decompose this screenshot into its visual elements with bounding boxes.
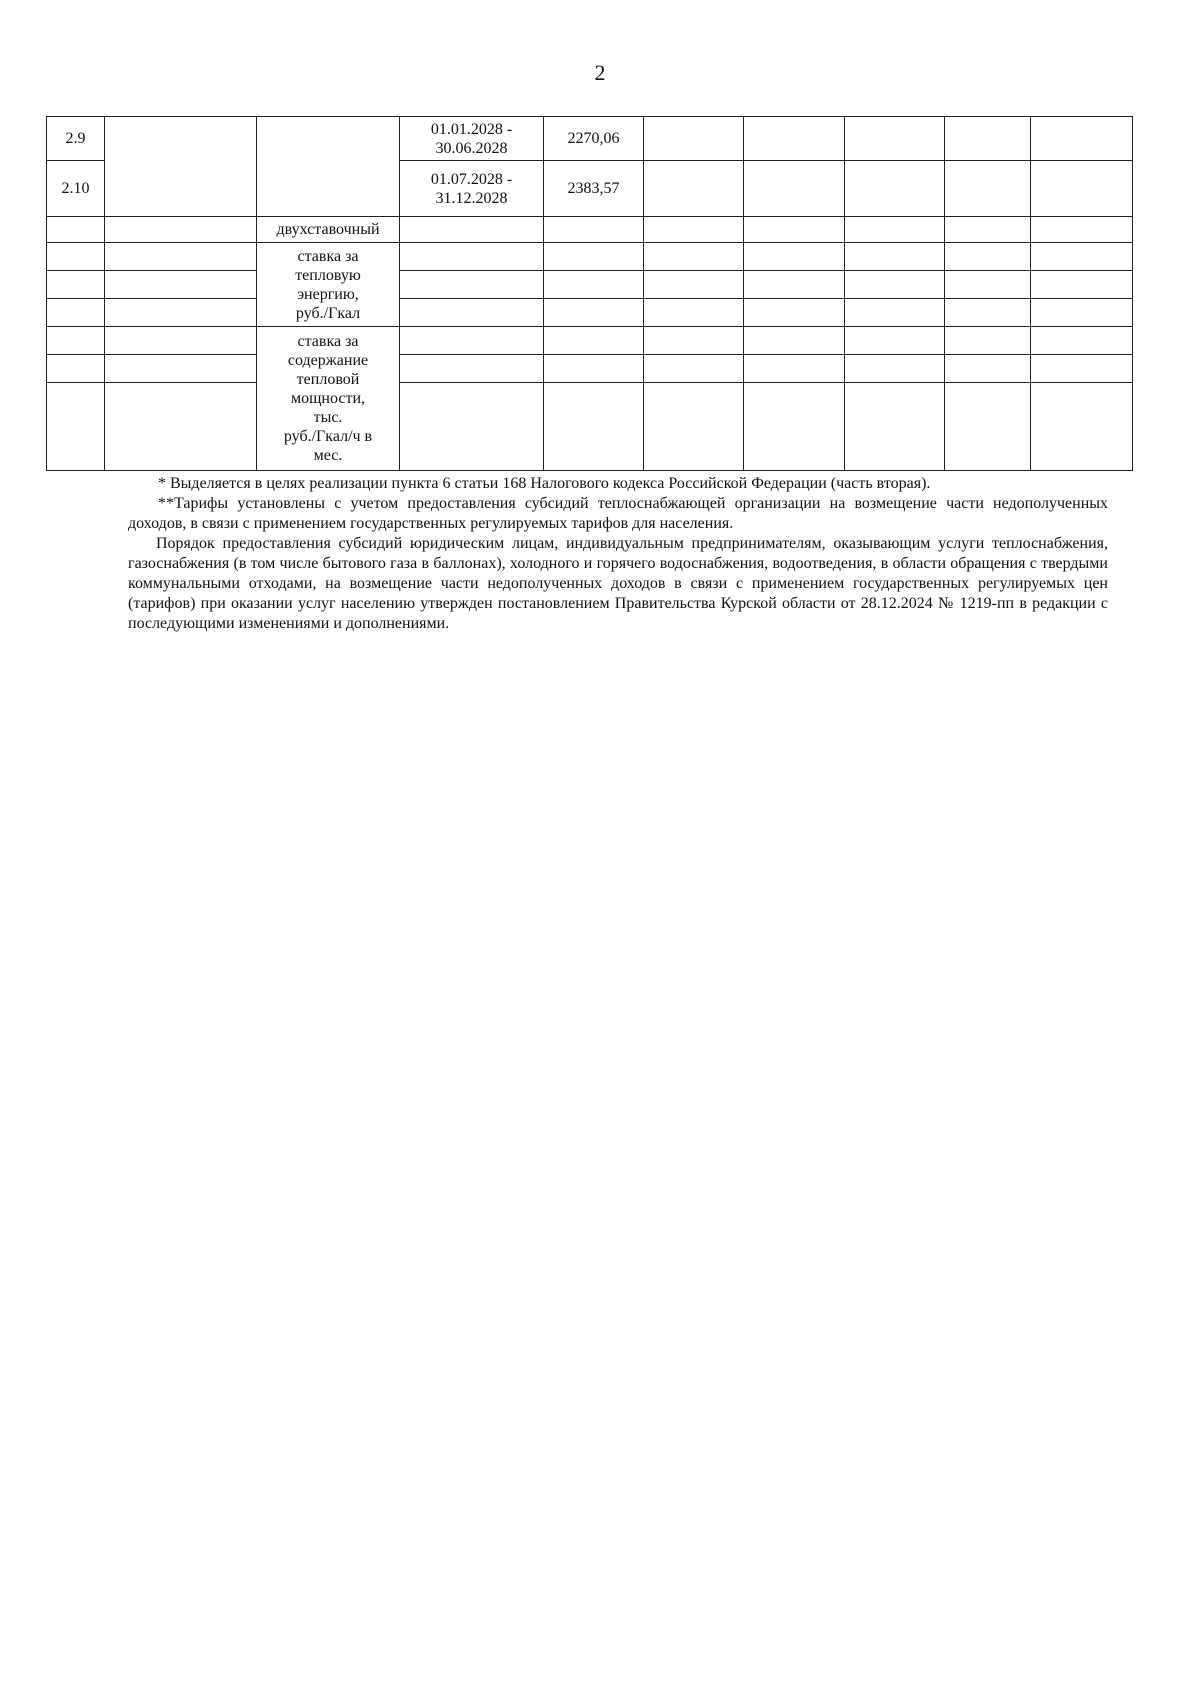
table-cell <box>945 217 1031 243</box>
table-cell <box>400 243 544 271</box>
table-cell <box>744 299 845 327</box>
rate-line: тыс. <box>313 409 343 426</box>
table-cell <box>47 243 105 271</box>
table-cell <box>945 327 1031 355</box>
table-cell <box>544 327 644 355</box>
rate-line: энергию, <box>297 285 359 303</box>
table-cell <box>47 355 105 383</box>
table-cell <box>945 117 1031 161</box>
footnote-vat: * Выделяется в целях реализации пункта 6 статьи 168 Налогового кодекса Российской Федерации (часть вторая). <box>158 475 931 492</box>
capacity-rate-label <box>257 327 400 471</box>
table-cell <box>744 243 845 271</box>
tariff-value: 2383,57 <box>544 161 644 217</box>
rate-line: содержание <box>287 352 369 369</box>
table-cell <box>744 217 845 243</box>
rate-line: мощности, <box>290 390 366 407</box>
period-start: 01.01.2028 - <box>430 120 513 138</box>
table-cell <box>105 243 257 271</box>
table-cell <box>845 271 945 299</box>
table-cell <box>845 217 945 243</box>
table-cell <box>1031 327 1133 355</box>
table-cell <box>744 161 845 217</box>
table-cell <box>544 383 644 471</box>
table-cell <box>845 117 945 161</box>
rate-line: тепловой <box>296 371 360 388</box>
table-cell <box>644 117 744 161</box>
table-cell <box>644 271 744 299</box>
period-end: 31.12.2028 <box>435 189 508 207</box>
rate-line: руб./Гкал <box>295 304 361 322</box>
table-cell <box>744 327 845 355</box>
rate-line: мес. <box>313 447 343 464</box>
table-cell <box>744 383 845 471</box>
table-cell <box>400 217 544 243</box>
table-cell <box>1031 243 1133 271</box>
table-row <box>47 217 1133 243</box>
table-cell <box>845 161 945 217</box>
table-cell <box>105 271 257 299</box>
table-cell <box>105 117 257 217</box>
table-cell <box>544 217 644 243</box>
table-cell <box>1031 271 1133 299</box>
table-row <box>47 383 1133 471</box>
table-cell <box>105 383 257 471</box>
table-cell <box>1031 383 1133 471</box>
table-cell <box>945 161 1031 217</box>
row-number: 2.9 <box>47 117 105 161</box>
heat-energy-rate-label <box>257 243 400 327</box>
table-cell <box>945 243 1031 271</box>
table-cell <box>47 383 105 471</box>
table-cell <box>644 217 744 243</box>
table-cell <box>1031 161 1133 217</box>
subsidy-procedure-note: Порядок предоставления субсидий юридическим лицам, индивидуальным предпринимателям, оказывающим услуги теплоснабжения, газоснабжения (в том числе бытового газа в баллонах), холодного и горячего водоснабжения, водоотведения, в области обращения с твердыми коммунальными отходами, на возмещение части недополученных доходов в связи с применением государственных регулируемых цен (тарифов) при оказании услуг населению утвержден постановлением Правительства Курской области от 28.12.2024 № 1219-пп в редакции с последующими изменениями и дополнениями. <box>128 535 1108 632</box>
rate-line: ставка за <box>297 247 359 265</box>
table-cell <box>400 299 544 327</box>
table-cell <box>257 117 400 217</box>
table-cell <box>744 355 845 383</box>
table-cell <box>47 299 105 327</box>
table-cell <box>105 299 257 327</box>
two-rate-label: двухставочный <box>257 217 400 243</box>
table-row <box>47 327 1133 355</box>
table-cell <box>400 383 544 471</box>
table-cell <box>845 383 945 471</box>
table-row <box>47 299 1133 327</box>
row-number: 2.10 <box>47 161 105 217</box>
table-cell <box>644 243 744 271</box>
table-cell <box>644 355 744 383</box>
period-start: 01.07.2028 - <box>430 170 513 188</box>
table-cell <box>945 299 1031 327</box>
table-cell <box>845 327 945 355</box>
table-cell <box>400 327 544 355</box>
table-cell <box>400 271 544 299</box>
period-cell <box>400 117 544 161</box>
table-cell <box>945 355 1031 383</box>
table-cell <box>744 117 845 161</box>
table-cell <box>47 217 105 243</box>
table-cell <box>1031 117 1133 161</box>
tariff-value: 2270,06 <box>544 117 644 161</box>
table-cell <box>644 383 744 471</box>
table-cell <box>644 161 744 217</box>
rate-line: ставка за <box>297 333 359 350</box>
rate-line: руб./Гкал/ч в <box>283 428 373 445</box>
table-cell <box>544 299 644 327</box>
table-cell <box>1031 299 1133 327</box>
table-cell <box>1031 355 1133 383</box>
footnote-subsidy: **Тарифы установлены с учетом предоставления субсидий теплоснабжающей организации на возмещение части недополученных доходов, в связи с применением государственных регулируемых тарифов для населения. <box>128 495 1108 532</box>
rate-line: тепловую <box>295 266 361 284</box>
table-cell <box>845 243 945 271</box>
table-cell <box>544 271 644 299</box>
table-row <box>47 355 1133 383</box>
table-cell <box>105 327 257 355</box>
footnotes <box>128 474 1108 634</box>
table-cell <box>845 299 945 327</box>
page-number: 2 <box>594 60 606 85</box>
table-cell <box>544 355 644 383</box>
table-cell <box>1031 217 1133 243</box>
table-cell <box>744 271 845 299</box>
period-end: 30.06.2028 <box>435 139 508 157</box>
table-cell <box>945 383 1031 471</box>
table-cell <box>644 299 744 327</box>
table-row <box>47 271 1133 299</box>
table-cell <box>105 355 257 383</box>
period-cell <box>400 161 544 217</box>
table-cell <box>945 271 1031 299</box>
table-row <box>47 243 1133 271</box>
table-cell <box>845 355 945 383</box>
tariff-table <box>46 116 1133 471</box>
table-cell <box>47 271 105 299</box>
table-cell <box>105 217 257 243</box>
table-row <box>47 117 1133 161</box>
table-cell <box>47 327 105 355</box>
table-cell <box>544 243 644 271</box>
table-cell <box>644 327 744 355</box>
table-cell <box>400 355 544 383</box>
